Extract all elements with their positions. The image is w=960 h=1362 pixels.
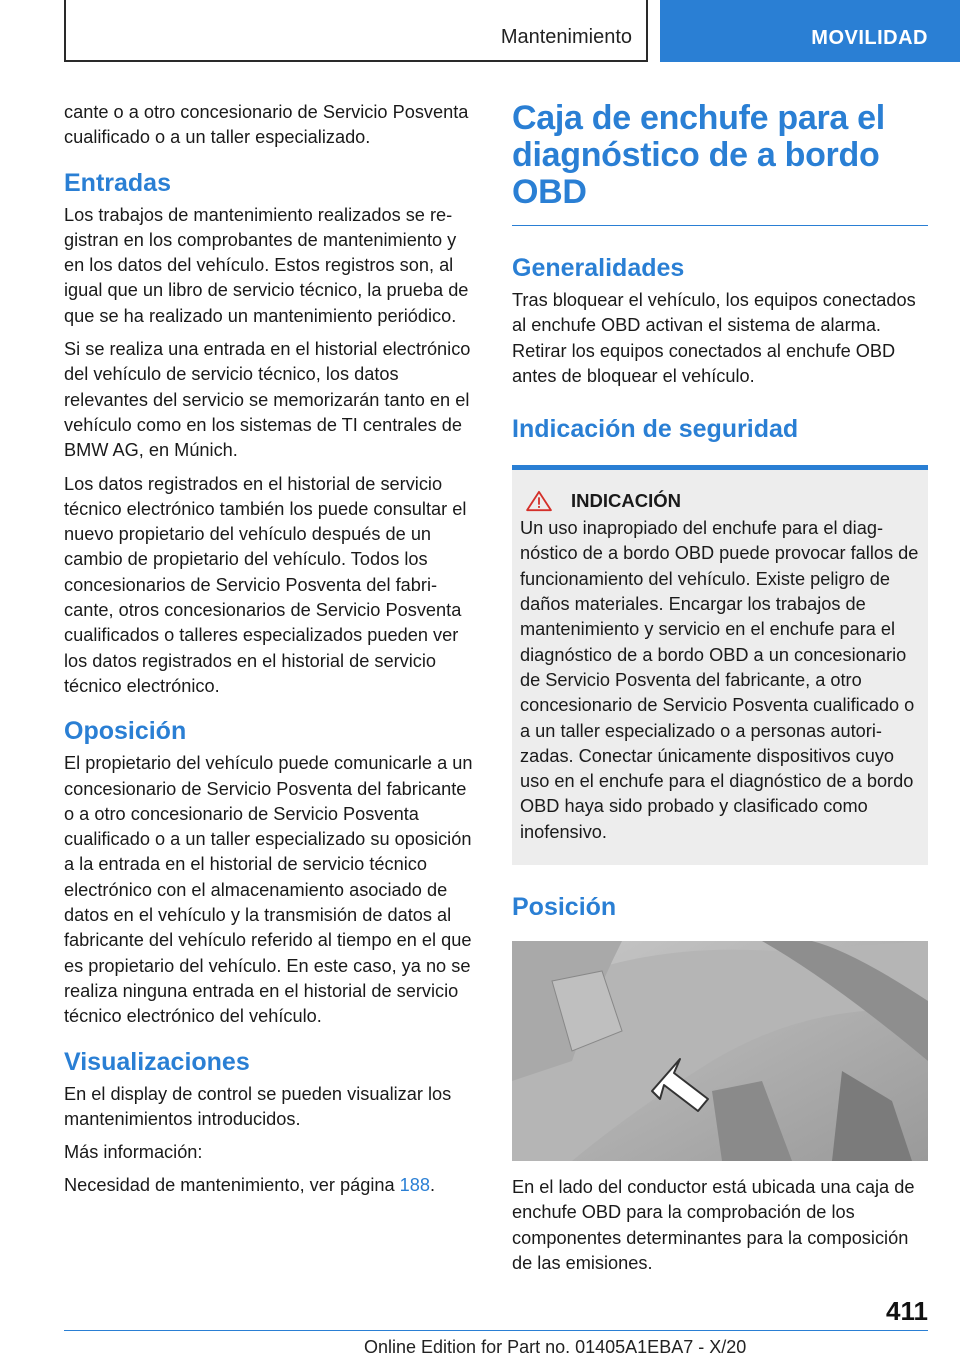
header-chapter-label: MOVILIDAD xyxy=(811,27,928,49)
left-column xyxy=(64,100,478,1207)
heading-posicion: Posición xyxy=(512,893,617,922)
visual-ref-text: Necesidad de mantenimiento, ver página xyxy=(64,1175,400,1196)
heading-generalidades: Generalidades xyxy=(512,254,685,282)
entradas-paragraph-1: Los trabajos de mantenimiento realizados se registran en los comprobantes de mantenimiento y en los datos del vehículo. Estos registros son, al igual que un libro de servicio técnico, la prueba de que se ha realizado un mantenimiento periódico. xyxy=(64,204,469,326)
heading-oposicion: Oposición xyxy=(64,717,187,746)
notice-box xyxy=(512,465,928,865)
heading-visualizaciones: Visualizaciones xyxy=(64,1047,250,1076)
right-column xyxy=(512,100,928,1284)
generalidades-paragraph: Tras bloquear el vehículo, los equipos conectados al enchufe OBD activan el sistema de alarma. Retirar los equipos conectados al enchufe OBD antes de bloquear el vehículo. xyxy=(512,290,916,386)
header-chapter-tab xyxy=(660,0,960,62)
visual-paragraph-2: Más información: xyxy=(64,1142,203,1163)
heading-entradas: Entradas xyxy=(64,168,171,197)
obd-location-image xyxy=(512,941,928,1161)
entradas-paragraph-3: Los datos registrados en el historial de servicio técnico electrónico también los puede consultar el nuevo propietario del vehículo después de un cambio de propietario del vehículo. Todos los concesionarios de Servicio Posventa del fabricante, otros concesionarios de Servicio Posventa cualificados o talleres especializados pueden ver los datos registrados en el historial de servicio técnico electrónico. xyxy=(64,473,467,696)
header-section-tab xyxy=(64,0,648,62)
notice-header xyxy=(520,490,920,512)
footer-edition: Online Edition for Part no. 01405A1EBA7 - X/20 xyxy=(364,1337,747,1357)
warning-triangle-icon xyxy=(524,490,554,512)
visual-paragraph-3 xyxy=(64,1173,478,1198)
header-section-label: Mantenimiento xyxy=(500,26,632,48)
posicion-paragraph: En el lado del conductor está ubicada una caja de enchufe OBD para la comprobación de los componentes determinantes para la composición de las emisiones. xyxy=(512,1177,915,1273)
notice-label: INDICACIÓN xyxy=(571,490,681,512)
visual-paragraph-1: En el display de control se pueden visualizar los mantenimientos introducidos. xyxy=(64,1083,452,1129)
heading-seguridad: Indicación de seguridad xyxy=(512,415,799,444)
entradas-paragraph-2: Si se realiza una entrada en el historial electrónico del vehículo de servicio técnico, los datos relevantes del servicio se memorizarán tanto en el vehículo como en los sistemas de TI centrales de BMW AG, en Múnich. xyxy=(64,339,471,461)
title-divider xyxy=(512,225,928,226)
page-number: 411 xyxy=(886,1296,928,1326)
chapter-title: Caja de enchufe para el diagnóstico de a bordo OBD xyxy=(512,99,885,211)
notice-text: Un uso inapropiado del enchufe para el diagnóstico de a bordo OBD puede provocar fallos de funcionamiento del vehículo. Existe peligro de daños materiales. Encargar los trabajos de mantenimiento y servicio en el enchufe para el diagnóstico de a bordo OBD a un concesionario de Servicio Posventa del fabricante, a otro concesionario de Servicio Posventa cualificado o a un taller especializado o a personas autorizadas. Conectar únicamente dispositivos cuyo uso en el enchufe para el diagnóstico de a bordo OBD haya sido probado y clasificado como inofensivo. xyxy=(520,518,919,842)
visual-ref-period: . xyxy=(430,1175,436,1196)
footer-divider xyxy=(64,1330,928,1331)
page-reference-link[interactable]: 188 xyxy=(399,1175,431,1196)
oposicion-paragraph: El propietario del vehículo puede comunicarle a un concesionario de Servicio Posventa del fabricante o a otro concesionario de Servicio Posventa cualificado o a un taller especializado su oposición a la entrada en el historial de servicio técnico electrónico con el almacenamiento asociado de datos en el vehículo y la transmisión de datos al fabricante del vehículo referido al tiempo en el que es propietario del vehículo. En este caso, ya no se realiza ninguna entrada en el historial de servicio técnico electrónico del vehículo. xyxy=(64,753,473,1027)
intro-paragraph: cante o a otro concesionario de Servicio Posventa cualificado o a un taller especializado. xyxy=(64,102,469,148)
